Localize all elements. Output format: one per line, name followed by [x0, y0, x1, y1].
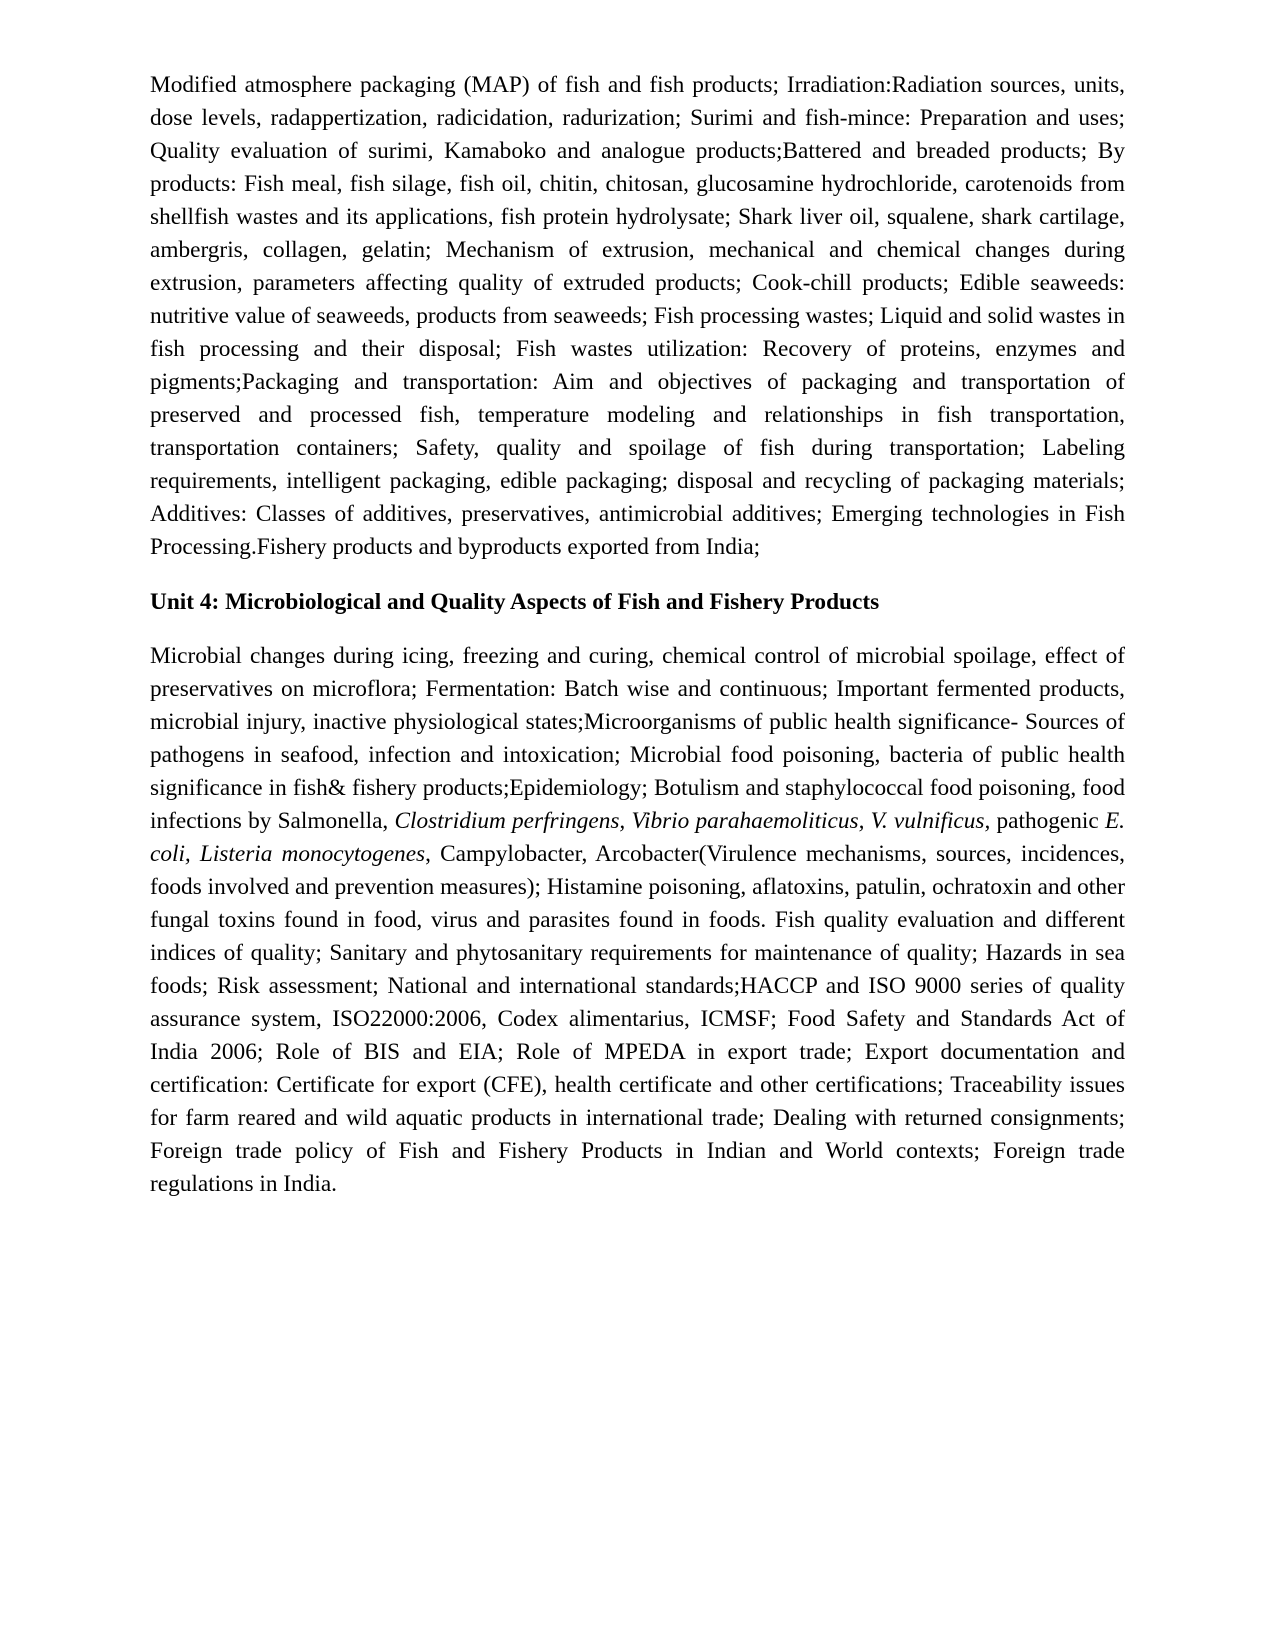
paragraph-microbiology-topics: [150, 640, 1125, 1201]
paragraph-processing-topics: Modified atmosphere packaging (MAP) of fish and fish products; Irradiation:Radiation sources, units, dose levels, radappertization, radicidation, radurization; Surimi and fish-mince: Preparation and uses; Quality evaluation of surimi, Kamaboko and analogue products;Battered and breaded products; By products: Fish meal, fish silage, fish oil, chitin, chitosan, glucosamine hydrochloride, carotenoids from shellfish wastes and its applications, fish protein hydrolysate; Shark liver oil, squalene, shark cartilage, ambergris, collagen, gelatin; Mechanism of extrusion, mechanical and chemical changes during extrusion, parameters affecting quality of extruded products; Cook-chill products; Edible seaweeds: nutritive value of seaweeds, products from seaweeds; Fish processing wastes; Liquid and solid wastes in fish processing and their disposal; Fish wastes utilization: Recovery of proteins, enzymes and pigments;Packaging and transportation: Aim and objectives of packaging and transportation of preserved and processed fish, temperature modeling and relationships in fish transportation, transportation containers; Safety, quality and spoilage of fish during transportation; Labeling requirements, intelligent packaging, edible packaging; disposal and recycling of packaging materials; Additives: Classes of additives, preservatives, antimicrobial additives; Emerging technologies in Fish Processing.Fishery products and byproducts exported from India;: [150, 72, 1125, 560]
paragraph-text-part-c: , Campylobacter, Arcobacter(Virulence mechanisms, sources, incidences, foods involved and prevention measures); Histamine poisoning, aflatoxins, patulin, ochratoxin and other fungal toxins found in food, virus and parasites found in foods. Fish quality evaluation and different indices of quality; Sanitary and phytosanitary requirements for maintenance of quality; Hazards in sea foods; Risk assessment; National and international standards;HACCP and ISO 9000 series of quality assurance system, ISO22000:2006, Codex alimentarius, ICMSF; Food Safety and Standards Act of India 2006; Role of BIS and EIA; Role of MPEDA in export trade; Export documentation and certification: Certificate for export (CFE), health certificate and other certifications; Traceability issues for farm reared and wild aquatic products in international trade; Dealing with returned consignments; Foreign trade policy of Fish and Fishery Products in Indian and World contexts; Foreign trade regulations in India.: [150, 841, 1125, 1197]
italic-species-names-a: Clostridium perfringens, Vibrio parahaemoliticus, V. vulnificus,: [394, 808, 991, 834]
italic-species-names-b: E. coli, Listeria monocytogenes: [150, 808, 1126, 867]
paragraph-text-part-b: pathogenic: [990, 808, 1105, 834]
paragraph-text-part-a: Microbial changes during icing, freezing and curing, chemical control of microbial spoilage, effect of preservatives on microflora; Fermentation: Batch wise and continuous; Important fermented products, microbial injury, inactive physiological states;Microorganisms of public health significance- Sources of pathogens in seafood, infection and intoxication; Microbial food poisoning, bacteria of public health significance in fish& fishery products;Epidemiology; Botulism and staphylococcal food poisoning, food infections by Salmonella,: [150, 643, 1125, 834]
unit-4-heading: Unit 4: Microbiological and Quality Aspects of Fish and Fishery Products: [150, 589, 880, 615]
document-page: [150, 69, 1125, 1201]
